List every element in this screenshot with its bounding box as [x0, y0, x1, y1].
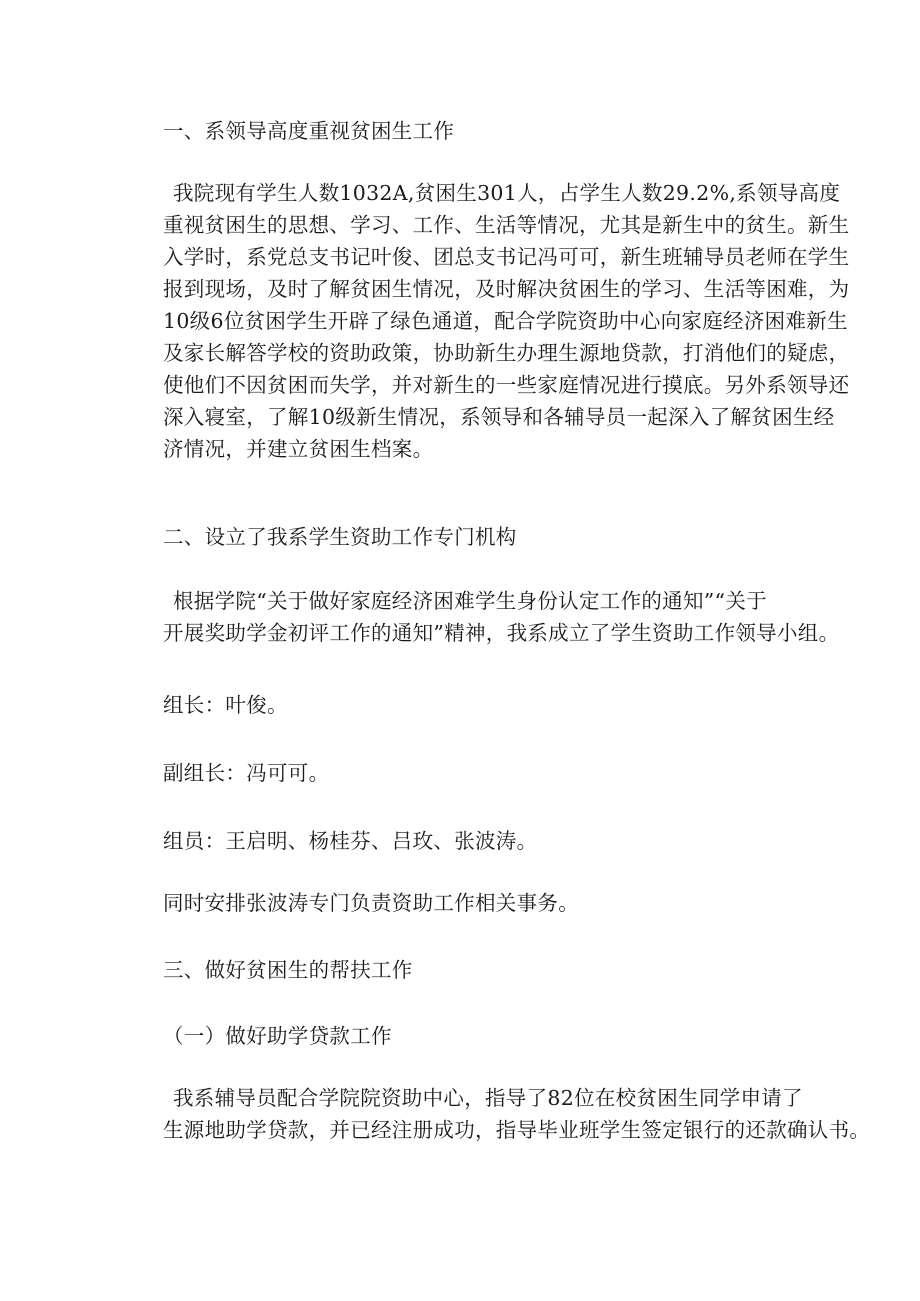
section1-line: 济情况，并建立贫困生档案。 [163, 437, 434, 461]
section2-line: 根据学院“关于做好家庭经济困难学生身份认定工作的通知”“关于 [173, 589, 767, 613]
section1-line: 我院现有学生人数1032A,贫困生301人，占学生人数29.2%,系领导高度 [173, 181, 841, 205]
group-deputy-leader: 副组长：冯可可。 [163, 761, 330, 785]
section1-line: 使他们不因贫困而失学，并对新生的一些家庭情况进行摸底。另外系领导还 [163, 373, 850, 397]
work-arrangement: 同时安排张波涛专门负责资助工作相关事务。 [163, 891, 579, 915]
section1-line: 入学时，系党总支书记叶俊、团总支书记冯可可，新生班辅导员老师在学生 [163, 245, 850, 269]
section1-line: 10级6位贫困学生开辟了绿色通道，配合学院资助中心向家庭经济困难新生 [163, 309, 848, 333]
section1-line: 深入寝室，了解10级新生情况，系领导和各辅导员一起深入了解贫困生经 [163, 405, 835, 429]
section1-line: 重视贫困生的思想、学习、工作、生活等情况，尤其是新生中的贫生。新生 [163, 213, 850, 237]
group-members: 组员：王启明、杨桂芬、吕玫、张波涛。 [163, 829, 538, 853]
subsection1-line: 生源地助学贷款，并已经注册成功，指导毕业班学生签定银行的还款确认书。 [163, 1118, 871, 1142]
section1-line: 及家长解答学校的资助政策，协助新生办理生源地贷款，打消他们的疑虑， [163, 341, 850, 365]
section3-heading: 三、做好贫困生的帮扶工作 [163, 958, 413, 982]
section1-line: 报到现场，及时了解贫困生情况，及时解决贫困生的学习、生活等困难，为 [163, 277, 850, 301]
subsection1-heading: （一）做好助学贷款工作 [163, 1024, 392, 1048]
section2-heading: 二、设立了我系学生资助工作专门机构 [163, 525, 517, 549]
group-leader: 组长：叶俊。 [163, 693, 288, 717]
section1-paragraph [163, 177, 850, 465]
section2-paragraph [163, 585, 840, 649]
subsection1-paragraph [163, 1082, 871, 1146]
subsection1-line: 我系辅导员配合学院院资助中心，指导了82位在校贫困生同学申请了 [173, 1086, 803, 1110]
section1-heading: 一、系领导高度重视贫困生工作 [163, 119, 455, 143]
section2-line: 开展奖助学金初评工作的通知”精神，我系成立了学生资助工作领导小组。 [163, 621, 840, 645]
